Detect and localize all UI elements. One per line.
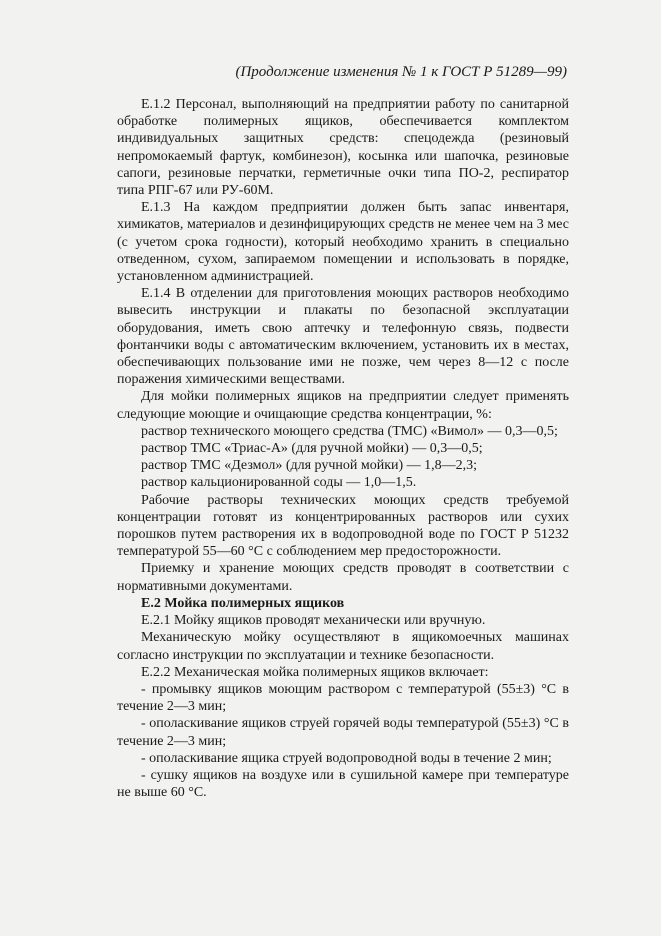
- page-header: (Продолжение изменения № 1 к ГОСТ Р 51289—99): [235, 64, 567, 80]
- list-item: раствор ТМС «Дезмол» (для ручной мойки) — 1,8—2,3;: [141, 458, 478, 474]
- paragraph: Е.1.4 В отделении для приготовления моющих растворов необходимо вывесить инструкции и плакаты по безопасной эксплуатации оборудования, иметь свою аптечку и телефонную связь, подвести фонтанчики воды с автоматическим включением, установить их в местах, обеспечивающих пользование ими не позже, чем через 8—12 с после поражения химическими веществами.: [117, 286, 569, 388]
- paragraph: Для мойки полимерных ящиков на предприятии следует применять следующие моющие и очищающие средства концентрации, %:: [117, 389, 569, 422]
- paragraph: Е.1.3 На каждом предприятии должен быть запас инвентаря, химикатов, материалов и дезинфицирующих средств не менее чем на 3 мес (с учетом срока годности), который необходимо хранить в специально отведенном, сухом, запираемом помещении и использовать в порядке, установленном администрацией.: [117, 200, 569, 285]
- paragraph: Механическую мойку осуществляют в ящикомоечных машинах согласно инструкции по эксплуатации и технике безопасности.: [117, 630, 569, 663]
- list-item: - ополаскивание ящика струей водопроводной воды в течение 2 мин;: [141, 750, 552, 766]
- paragraph: Е.2.2 Механическая мойка полимерных ящиков включает:: [141, 664, 489, 680]
- list-item: раствор кальционированной соды — 1,0—1,5.: [141, 475, 417, 491]
- paragraph: Е.2.1 Мойку ящиков проводят механически или вручную.: [141, 613, 486, 629]
- paragraph: Приемку и хранение моющих средств проводят в соответствии с нормативными документами.: [117, 561, 569, 594]
- list-item: - сушку ящиков на воздухе или в сушильной камере при температуре не выше 60 °С.: [117, 767, 569, 801]
- list-item: раствор ТМС «Триас-А» (для ручной мойки) — 0,3—0,5;: [141, 441, 483, 457]
- section-heading: Е.2 Мойка полимерных ящиков: [141, 595, 345, 611]
- paragraph: Рабочие растворы технических моющих средств требуемой концентрации готовят из концентрированных растворов или сухих порошков путем растворения их в водопроводной воде по ГОСТ Р 51232 температурой 55—60 °С с соблюдением мер предосторожности.: [117, 492, 569, 560]
- list-item: раствор технического моющего средства (ТМС) «Вимол» — 0,3—0,5;: [141, 423, 558, 439]
- list-item: - ополаскивание ящиков струей горячей воды температурой (55±3) °С в течение 2—3 мин;: [117, 716, 569, 749]
- document-body: [117, 96, 569, 801]
- paragraph: Е.1.2 Персонал, выполняющий на предприятии работу по санитарной обработке полимерных ящиков, обеспечивается комплектом индивидуальных защитных средств: спецодежда (резиновый непромокаемый фартук, комбинезон), косынка или шапочка, резиновые сапоги, резиновые перчатки, герметичные очки типа ПО-2, респиратор типа РПГ-67 или РУ-60М.: [117, 97, 569, 199]
- list-item: - промывку ящиков моющим раствором с температурой (55±3) °С в течение 2—3 мин;: [117, 681, 569, 715]
